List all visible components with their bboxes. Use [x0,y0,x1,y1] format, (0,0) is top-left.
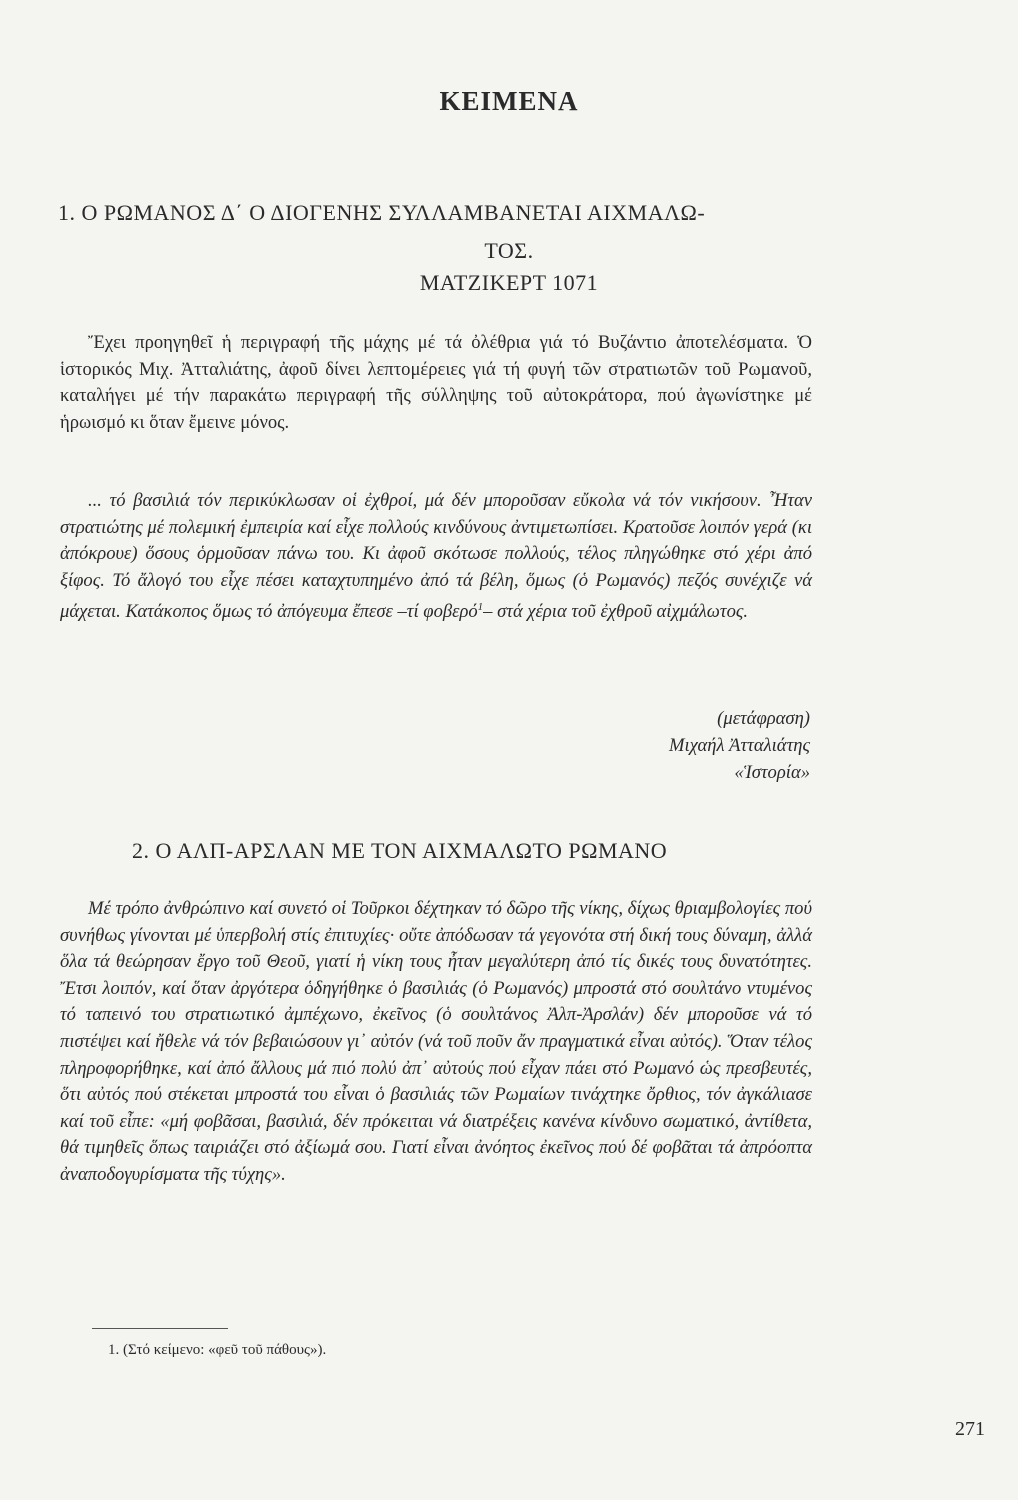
section2-text: Μέ τρόπο ἀνθρώπινο καί συνετό οἱ Τοῦρκοι δέχτηκαν τό δῶρο τῆς νίκης, δίχως θριαμβολογίες πού συνήθως γίνονται μέ ὑπερβολή στίς ἐπιτυχίες· οὔτε ἀπόδωσαν τά γεγονότα στή δική τους δύναμη, ἀλλά ὅλα τά θεώρησαν ἔργο τοῦ Θεοῦ, γιατί ἡ νίκη τους ἦταν μεγαλύτερη ἀπό τίς δικές τους δυνατότητες. Ἔτσι λοιπόν, καί ὅταν ἀργότερα ὁδηγήθηκε ὁ βασιλιάς (ὁ Ρωμανός) μπροστά στό σουλτάνο ντυμένος τό ταπεινό του στρατιωτικό ἀμπέχωνο, ἐκεῖνος (ὁ σουλτάνος Ἀλπ-Ἀρσλάν) δέν μποροῦσε νά τό πιστέψει καί ἤθελε νά τόν βεβαιώσουν γι᾿ αὐτόν (νά τοῦ ποῦν ἄν πραγματικά εἶναι αὐτός). Ὅταν τέλος πληροφορήθηκε, καί ἀπό ἄλλους μά πιό πολύ ἀπ᾿ αὐτούς πού εἶχαν πάει στό Ρωμανό ὡς πρεσβευτές, ὅτι αὐτός πού στέκεται μπροστά του εἶναι ὁ βασιλιάς τῶν Ρωμαίων τινάχτηκε ὄρθιος, τόν ἀγκάλιασε καί τοῦ εἶπε: «μή φοβᾶσαι, βασιλιά, δέν πρόκειται νά διατρέξεις κανένα κίνδυνο σωματικό, ἀντίθετα, θά τιμηθεῖς ὅπως ταιριάζει στό ἀξίωμά σου. Γιατί εἶναι ἀνόητος ἐκεῖνος πού δέ φοβᾶται τά ἀπρόοπτα ἀναποδογυρίσματα τῆς τύχης». [60,898,812,1185]
attribution-translation: (μετάφραση) [717,708,810,729]
section1-title-line2: ΤΟΣ. [484,238,534,263]
attribution-author: Μιχαήλ Ἀτταλιάτης [669,735,810,756]
page-number: 271 [955,1418,985,1440]
attribution-work: «Ἱστορία» [734,762,810,783]
section1-quote [60,488,812,626]
section1-title-line1: 1. Ο ΡΩΜΑΝΟΣ Δ΄ Ο ΔΙΟΓΕΝΗΣ ΣΥΛΛΑΜΒΑΝΕΤΑΙ ΑΙΧΜΑΛΩ- [58,200,706,225]
quote-end: – στά χέρια τοῦ ἐχθροῦ αἰχμάλωτος. [483,601,749,623]
page-heading: ΚΕΙΜΕΝΑ [439,86,579,116]
section1-intro: Ἔχει προηγηθεῖ ἡ περιγραφή τῆς μάχης μέ τά ὀλέθρια γιά τό Βυζάντιο ἀποτελέσματα. Ὁ ἱστορικός Μιχ. Ἀτταλιάτης, ἀφοῦ δίνει λεπτομέρειες γιά τή φυγή τῶν στρατιωτῶν τοῦ Ρωμανοῦ, καταλήγει μέ τήν παρακάτω περιγραφή τῆς σύλληψης τοῦ αὐτοκράτορα, πού ἀγωνίστηκε μέ ἡρωισμό κι ὅταν ἔμεινε μόνος. [60,332,812,433]
quote-body: ... τό βασιλιά τόν περικύκλωσαν οἱ ἐχθροί, μά δέν μποροῦσαν εὔκολα νά τόν νικήσουν. Ἦταν στρατιώτης μέ πολεμική ἐμπειρία καί εἶχε πολλούς κινδύνους ἀντιμετωπίσει. Κρατοῦσε λοιπόν γερά (κι ἀπόκρουε) ὅσους ὁρμοῦσαν πάνω του. Κι ἀφοῦ σκότωσε πολλούς, τέλος πληγώθηκε στό χέρι ἀπό ξίφος. Τό ἄλογό του εἶχε πέσει καταχτυπημένο ἀπό τά βέλη, ὅμως (ὁ Ρωμανός) πεζός συνέχιζε νά μάχεται. Κατάκοπος ὅμως τό ἀπόγευμα ἔπεσε –τί φοβερό [60,490,812,623]
footnote-rule [92,1328,228,1329]
section1-subtitle: ΜΑΤΖΙΚΕΡΤ 1071 [419,270,599,295]
footnote: 1. (Στό κείμενο: «φεῦ τοῦ πάθους»). [108,1342,327,1358]
section2-title: 2. Ο ΑΛΠ-ΑΡΣΛΑΝ ΜΕ ΤΟΝ ΑΙΧΜΑΛΩΤΟ ΡΩΜΑΝΟ [132,838,668,863]
footnote-marker: 1 [477,601,484,614]
